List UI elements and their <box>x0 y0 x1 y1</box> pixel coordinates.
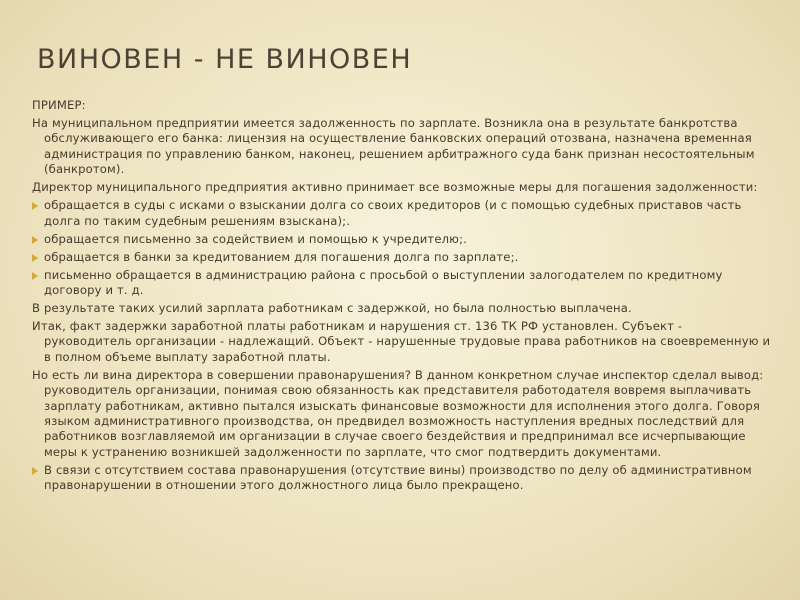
bullet-item-termination <box>32 463 772 494</box>
bullet-text: обращается в банки за кредитованием для погашения долга по зарплате;. <box>44 249 519 264</box>
paragraph-director-measures: Директор муниципального предприятия активно принимает все возможные меры для погашения задолженности: <box>32 180 758 195</box>
bullet-arrow-icon <box>32 254 38 262</box>
paragraph-example-label: ПРИМЕР: <box>32 98 86 112</box>
bullet-arrow-icon <box>32 272 38 280</box>
bullet-arrow-icon <box>32 236 38 244</box>
slide-body <box>32 98 772 496</box>
paragraph-result: В результате таких усилий зарплата работникам с задержкой, но была полностью выплачена. <box>32 301 632 316</box>
bullet-text: В связи с отсутствием состава правонарушения (отсутствие вины) производство по делу об административном правонарушении в отношении этого должностного лица было прекращено. <box>44 462 752 493</box>
bullet-item-founder <box>32 232 772 247</box>
bullet-item-administration <box>32 268 772 299</box>
bullet-arrow-icon <box>32 467 38 475</box>
bullet-item-courts <box>32 198 772 229</box>
paragraph-guilt-question: Но есть ли вина директора в совершении правонарушения? В данном конкретном случае инспектор сделал вывод: руководитель организации, понимая свою обязанность как представителя работодателя вовремя выплачивать зарплату работникам, активно пытался изыскать финансовые возможности для исполнения этого долга. Говоря языком административного производства, он предвидел возможность наступления вредных последствий для работников возглавляемой им организации в случае своего бездействия и предпринимал все исчерпывающие меры к устранению возникшей задолженности по зарплате, что смог подтвердить документами. <box>32 367 764 459</box>
bullet-text: обращается в суды с исками о взыскании долга со своих кредиторов (и с помощью судебных приставов часть долга по таким судебным решениям взыскана);. <box>44 198 742 228</box>
bullet-text: обращается письменно за содействием и помощью к учредителю;. <box>44 231 467 246</box>
bullet-text: письменно обращается в администрацию района с просьбой о выступлении залогодателем по кредитному договору и т. д. <box>44 267 723 298</box>
bullet-arrow-icon <box>32 202 38 210</box>
paragraph-situation: На муниципальном предприятии имеется задолженность по зарплате. Возникла она в результате банкротства обслуживающего его банка: лицензия на осуществление банковских операций отозвана, назначена временная администрация по управлению банком, наконец, решением арбитражного суда банк признан несостоятельным (банкротом). <box>32 116 755 177</box>
slide-title: ВИНОВЕН - НЕ ВИНОВЕН <box>37 44 413 75</box>
bullet-item-banks <box>32 250 772 265</box>
paragraph-conclusion: Итак, факт задержки заработной платы работникам и нарушения ст. 136 ТК РФ установлен. Субъект - руководитель организации - надлежащий. Объект - нарушенные трудовые права работников на своевременную и в полном объеме выплату заработной платы. <box>32 319 771 364</box>
